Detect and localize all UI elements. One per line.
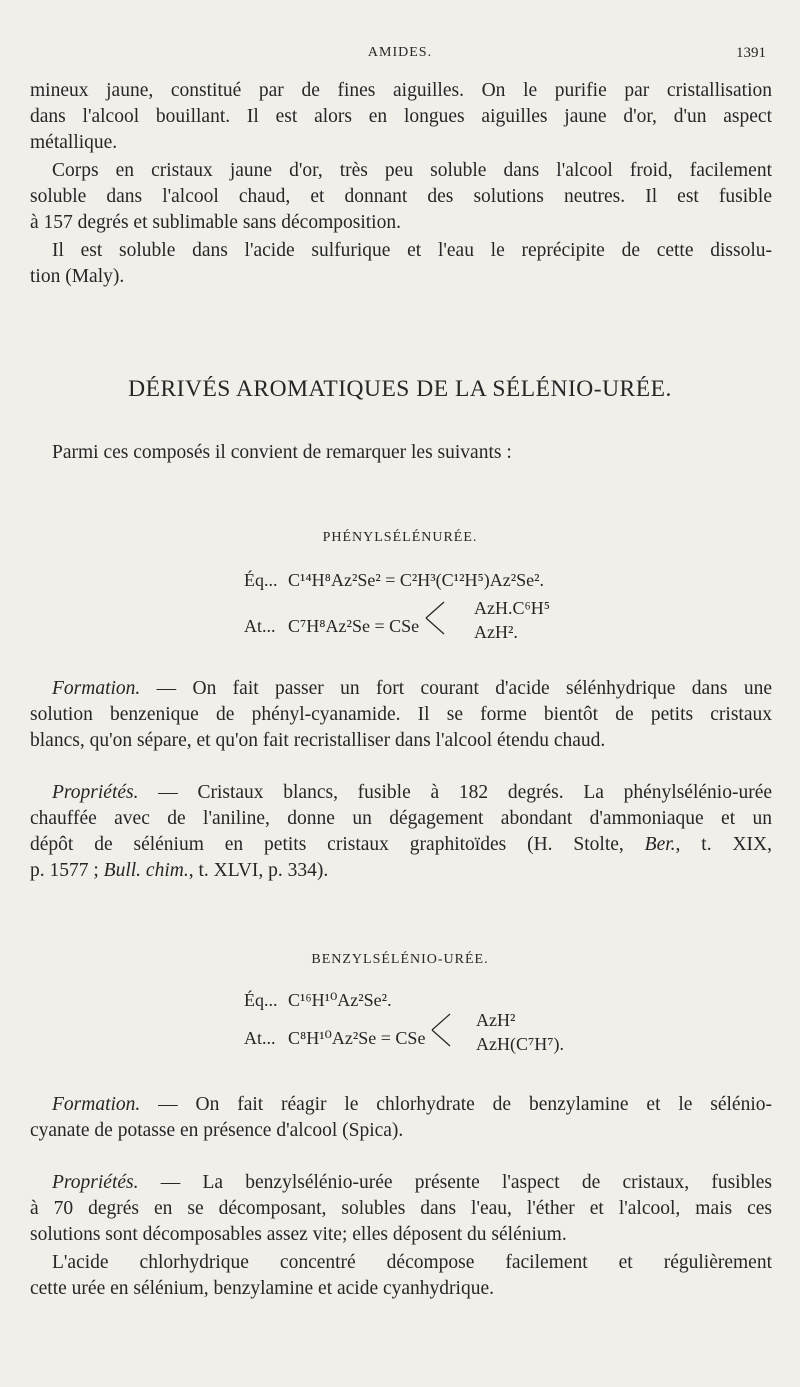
phenyl-eq-formula: Éq... C¹⁴H⁸Az²Se² = C²H³(C¹²H⁵)Az²Se².: [244, 570, 545, 590]
phenyl-formation: Formation. — On fait passer un fort courant d'acide sélénhydrique dans une solution benzenique de phényl-cyanamide. Il se forme bientôt de petits cristaux blancs, qu'on sépare, et qu'on fait recristalliser dans l'alcool étendu chaud.: [30, 678, 773, 751]
benzyl-title: BENZYLSÉLÉNIO-URÉE.: [311, 952, 489, 967]
benzyl-properties: Propriétés. — La benzylsélénio-urée présente l'aspect de cristaux, fusibles à 70 degrés en se décomposant, solubles dans l'eau, l'éther et l'alcool, mais ces solutions sont décomposables assez vite; elles déposent du sélénium.: [30, 1172, 773, 1245]
intro-paragraph-2: Corps en cristaux jaune d'or, très peu soluble dans l'alcool froid, facilement soluble dans l'alcool chaud, et donnant des solutions neutres. Il est fusible à 157 degrés et sublimable sans décomposition.: [30, 160, 772, 233]
benzyl-closing: L'acide chlorhydrique concentré décompose facilement et régulièrement cette urée en sélénium, benzylamine et acide cyanhydrique.: [30, 1252, 772, 1299]
phenyl-at-formula: At... C⁷H⁸Az²Se = CSe AzH.C⁶H⁵ AzH².: [244, 598, 551, 642]
branch-bracket: [430, 1012, 454, 1048]
intro-paragraph-1: mineux jaune, constitué par de fines aiguilles. On le purifie par cristallisation dans l'alcool bouillant. Il est alors en longues aiguilles jaune d'or, d'un aspect métallique.: [30, 80, 772, 153]
benzyl-eq-formula: Éq... C¹⁶H¹⁰Az²Se².: [244, 990, 392, 1010]
phenyl-title: PHÉNYLSÉLÉNURÉE.: [322, 530, 478, 545]
section-title: DÉRIVÉS AROMATIQUES DE LA SÉLÉNIO-URÉE.: [128, 376, 672, 402]
running-header: AMIDES.: [367, 45, 433, 60]
benzyl-at-formula: At... C⁸H¹⁰Az²Se = CSe AzH² AzH(C⁷H⁷).: [244, 1010, 565, 1054]
intro-paragraph-3: Il est soluble dans l'acide sulfurique et l'eau le reprécipite de cette dissolu- tion (Maly).: [30, 240, 772, 287]
phenyl-properties: Propriétés. — Cristaux blancs, fusible à 182 degrés. La phénylsélénio-urée chauffée avec de l'aniline, donne un dégagement abondant d'ammoniaque et un dépôt de sélénium en petits cristaux graphitoïdes (H. Stolte, Ber., t. XIX, p. 1577 ; Bull. chim., t. XLVI, p. 334).: [30, 782, 773, 881]
section-intro: Parmi ces composés il convient de remarquer les suivants :: [52, 442, 512, 463]
page-number: 1391: [736, 45, 766, 61]
benzyl-formation: Formation. — On fait réagir le chlorhydrate de benzylamine et le sélénio- cyanate de potasse en présence d'alcool (Spica).: [30, 1094, 773, 1141]
branch-bracket: [424, 600, 448, 636]
